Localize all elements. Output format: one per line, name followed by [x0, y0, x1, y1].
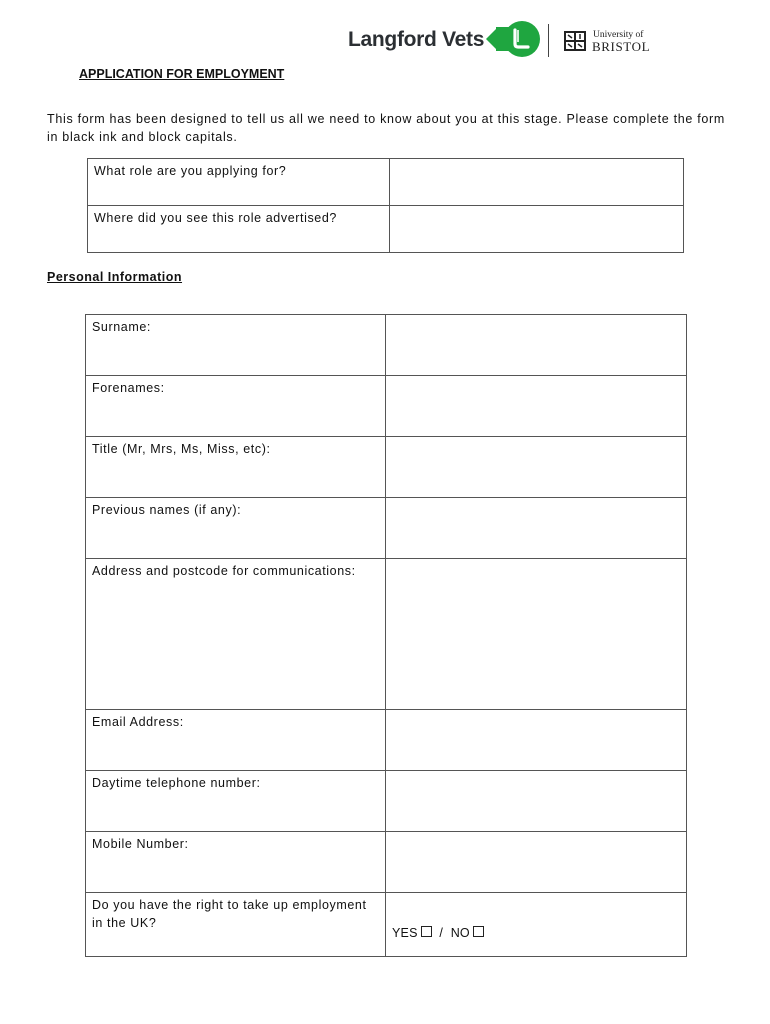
yes-no-separator: /	[439, 926, 443, 940]
table-row	[86, 893, 687, 957]
role-advertised-field[interactable]	[390, 206, 684, 253]
email-field[interactable]	[386, 710, 687, 771]
previous-names-label: Previous names (if any):	[86, 498, 386, 559]
langford-vets-badge-icon	[484, 20, 542, 58]
table-row	[86, 559, 687, 710]
role-table	[87, 158, 684, 253]
yes-no-options	[392, 924, 680, 942]
table-row	[86, 832, 687, 893]
mobile-field[interactable]	[386, 832, 687, 893]
email-label: Email Address:	[86, 710, 386, 771]
table-row	[86, 315, 687, 376]
university-crest-icon	[564, 31, 586, 51]
personal-information-heading: Personal Information	[47, 270, 183, 284]
table-row	[86, 771, 687, 832]
no-label: NO	[450, 926, 470, 940]
address-label: Address and postcode for communications:	[86, 559, 386, 710]
yes-label: YES	[392, 926, 418, 940]
surname-field[interactable]	[386, 315, 687, 376]
title-field[interactable]	[386, 437, 687, 498]
forenames-field[interactable]	[386, 376, 687, 437]
logo-divider	[548, 24, 549, 57]
role-applying-field[interactable]	[390, 159, 684, 206]
forenames-label: Forenames:	[86, 376, 386, 437]
table-row	[88, 159, 684, 206]
daytime-phone-field[interactable]	[386, 771, 687, 832]
role-applying-label: What role are you applying for?	[88, 159, 390, 206]
langford-vets-logo-text: Langford Vets	[348, 28, 485, 51]
previous-names-field[interactable]	[386, 498, 687, 559]
no-checkbox[interactable]	[473, 926, 484, 937]
document-title: APPLICATION FOR EMPLOYMENT	[79, 67, 285, 81]
mobile-label: Mobile Number:	[86, 832, 386, 893]
intro-paragraph: This form has been designed to tell us all we need to know about you at this stage. Please complete the form in black ink and block capitals.	[47, 112, 726, 144]
yes-checkbox[interactable]	[421, 926, 432, 937]
personal-information-table	[85, 314, 687, 957]
table-row	[86, 710, 687, 771]
right-to-work-field	[386, 893, 687, 957]
table-row	[86, 376, 687, 437]
role-advertised-label: Where did you see this role advertised?	[88, 206, 390, 253]
university-of-text: University of	[593, 30, 644, 40]
table-row	[86, 437, 687, 498]
daytime-phone-label: Daytime telephone number:	[86, 771, 386, 832]
table-row	[88, 206, 684, 253]
title-label: Title (Mr, Mrs, Ms, Miss, etc):	[86, 437, 386, 498]
right-to-work-label: Do you have the right to take up employment in the UK?	[86, 893, 386, 957]
surname-label: Surname:	[86, 315, 386, 376]
address-field[interactable]	[386, 559, 687, 710]
table-row	[86, 498, 687, 559]
bristol-text: BRISTOL	[592, 39, 651, 54]
